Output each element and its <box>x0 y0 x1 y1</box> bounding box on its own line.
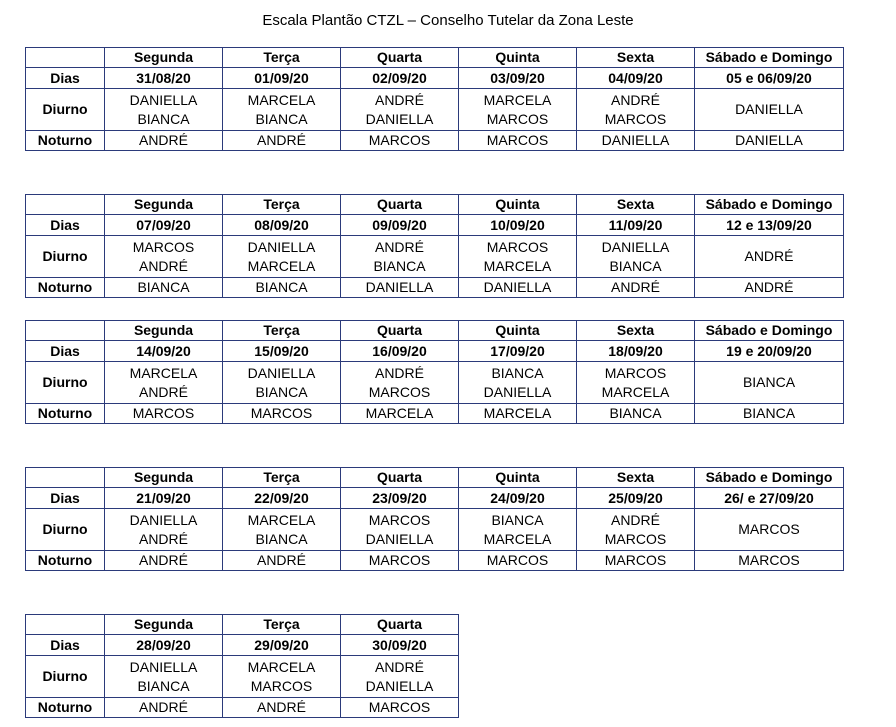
day-header-cell: Segunda <box>105 615 223 635</box>
staff-name: BIANCA <box>609 257 662 274</box>
noturno-cell: MARCOS <box>459 131 577 151</box>
staff-name: MARCELA <box>601 383 670 400</box>
staff-name: MARCOS <box>132 238 195 255</box>
date-cell: 12 e 13/09/20 <box>695 215 844 236</box>
diurno-cell <box>341 362 459 404</box>
day-header-cell: Quarta <box>341 195 459 215</box>
noturno-cell: ANDRÉ <box>223 698 341 718</box>
diurno-cell <box>223 362 341 404</box>
staff-name: MARCELA <box>247 511 316 528</box>
day-header-cell: Segunda <box>105 468 223 488</box>
date-cell: 21/09/20 <box>105 488 223 509</box>
noturno-row <box>26 404 844 424</box>
header-row <box>26 321 844 341</box>
staff-name: MARCOS <box>368 383 431 400</box>
diurno-cell <box>577 509 695 551</box>
noturno-cell: MARCOS <box>695 551 844 571</box>
staff-name: DANIELLA <box>247 238 316 255</box>
day-header-cell: Sábado e Domingo <box>695 468 844 488</box>
diurno-cell <box>341 236 459 278</box>
staff-name: MARCOS <box>604 364 667 381</box>
noturno-row <box>26 131 844 151</box>
staff-name: DANIELLA <box>365 677 434 694</box>
noturno-cell: BIANCA <box>105 278 223 298</box>
day-header-cell: Quinta <box>459 468 577 488</box>
staff-name: ANDRÉ <box>374 364 424 381</box>
date-cell: 16/09/20 <box>341 341 459 362</box>
diurno-cell <box>695 89 844 131</box>
header-corner-cell <box>26 195 105 215</box>
row-label-diurno: Diurno <box>26 509 105 551</box>
staff-name: ANDRÉ <box>374 658 424 675</box>
date-cell: 02/09/20 <box>341 68 459 89</box>
day-header-cell: Sábado e Domingo <box>695 321 844 341</box>
date-cell: 07/09/20 <box>105 215 223 236</box>
noturno-cell: BIANCA <box>695 404 844 424</box>
row-label-noturno: Noturno <box>26 698 105 718</box>
date-cell: 18/09/20 <box>577 341 695 362</box>
staff-name: BIANCA <box>137 677 190 694</box>
staff-name: MARCOS <box>250 677 313 694</box>
row-label-noturno: Noturno <box>26 278 105 298</box>
date-cell: 08/09/20 <box>223 215 341 236</box>
date-cell: 09/09/20 <box>341 215 459 236</box>
staff-name: DANIELLA <box>601 238 670 255</box>
schedule-table-week-4 <box>25 467 844 571</box>
staff-name: MARCELA <box>483 257 552 274</box>
noturno-cell: ANDRÉ <box>105 698 223 718</box>
row-label-diurno: Diurno <box>26 89 105 131</box>
noturno-cell: ANDRÉ <box>105 551 223 571</box>
diurno-cell <box>105 362 223 404</box>
noturno-cell: MARCOS <box>341 551 459 571</box>
date-cell: 04/09/20 <box>577 68 695 89</box>
day-header-cell: Quarta <box>341 468 459 488</box>
date-cell: 29/09/20 <box>223 635 341 656</box>
staff-name: ANDRÉ <box>138 257 188 274</box>
staff-name: BIANCA <box>137 110 190 127</box>
diurno-cell <box>577 89 695 131</box>
day-header-cell: Sexta <box>577 321 695 341</box>
day-header-cell: Terça <box>223 195 341 215</box>
diurno-cell <box>341 509 459 551</box>
diurno-row <box>26 509 844 551</box>
staff-name: MARCELA <box>247 91 316 108</box>
staff-name: BIANCA <box>255 530 308 547</box>
staff-name: BIANCA <box>491 364 544 381</box>
day-header-cell: Sexta <box>577 48 695 68</box>
dates-row <box>26 635 459 656</box>
noturno-cell: DANIELLA <box>459 278 577 298</box>
noturno-cell: MARCOS <box>459 551 577 571</box>
date-cell: 23/09/20 <box>341 488 459 509</box>
staff-name: ANDRÉ <box>610 91 660 108</box>
noturno-cell: MARCELA <box>341 404 459 424</box>
date-cell: 26/ e 27/09/20 <box>695 488 844 509</box>
row-label-dias: Dias <box>26 341 105 362</box>
staff-name: BIANCA <box>255 383 308 400</box>
date-cell: 31/08/20 <box>105 68 223 89</box>
day-header-cell: Quarta <box>341 321 459 341</box>
schedule-table-week-5 <box>25 614 459 718</box>
header-corner-cell <box>26 615 105 635</box>
staff-name: MARCELA <box>247 658 316 675</box>
header-corner-cell <box>26 468 105 488</box>
staff-name: ANDRÉ <box>138 530 188 547</box>
header-corner-cell <box>26 48 105 68</box>
diurno-cell <box>341 656 459 698</box>
noturno-cell: ANDRÉ <box>223 551 341 571</box>
date-cell: 10/09/20 <box>459 215 577 236</box>
staff-name: MARCELA <box>483 91 552 108</box>
day-header-cell: Segunda <box>105 48 223 68</box>
diurno-cell <box>223 509 341 551</box>
date-cell: 19 e 20/09/20 <box>695 341 844 362</box>
day-header-cell: Segunda <box>105 195 223 215</box>
date-cell: 14/09/20 <box>105 341 223 362</box>
date-cell: 22/09/20 <box>223 488 341 509</box>
diurno-cell <box>459 236 577 278</box>
diurno-row <box>26 236 844 278</box>
schedule-table-week-2 <box>25 194 844 298</box>
dates-row <box>26 341 844 362</box>
staff-name: MARCOS <box>604 530 667 547</box>
staff-name: ANDRÉ <box>138 383 188 400</box>
day-header-cell: Terça <box>223 321 341 341</box>
staff-name: MARCOS <box>604 110 667 127</box>
day-header-cell: Terça <box>223 48 341 68</box>
diurno-cell <box>105 236 223 278</box>
noturno-cell: DANIELLA <box>695 131 844 151</box>
diurno-cell <box>459 362 577 404</box>
staff-name: MARCOS <box>738 521 800 537</box>
row-label-noturno: Noturno <box>26 131 105 151</box>
header-row <box>26 615 459 635</box>
staff-name: DANIELLA <box>735 101 803 117</box>
noturno-cell: ANDRÉ <box>577 278 695 298</box>
noturno-row <box>26 551 844 571</box>
day-header-cell: Sexta <box>577 468 695 488</box>
dates-row <box>26 68 844 89</box>
diurno-cell <box>577 236 695 278</box>
staff-name: DANIELLA <box>365 530 434 547</box>
date-cell: 30/09/20 <box>341 635 459 656</box>
noturno-cell: DANIELLA <box>577 131 695 151</box>
noturno-cell: DANIELLA <box>341 278 459 298</box>
staff-name: MARCELA <box>129 364 198 381</box>
diurno-cell <box>577 362 695 404</box>
staff-name: MARCELA <box>247 257 316 274</box>
staff-name: DANIELLA <box>247 364 316 381</box>
staff-name: ANDRÉ <box>374 91 424 108</box>
diurno-cell <box>695 509 844 551</box>
document-title: Escala Plantão CTZL – Conselho Tutelar da Zona Leste <box>262 12 634 29</box>
date-cell: 28/09/20 <box>105 635 223 656</box>
day-header-cell: Terça <box>223 468 341 488</box>
diurno-cell <box>695 362 844 404</box>
noturno-cell: MARCELA <box>459 404 577 424</box>
row-label-dias: Dias <box>26 635 105 656</box>
staff-name: DANIELLA <box>129 511 198 528</box>
staff-name: MARCOS <box>486 238 549 255</box>
row-label-diurno: Diurno <box>26 236 105 278</box>
day-header-cell: Sábado e Domingo <box>695 48 844 68</box>
header-corner-cell <box>26 321 105 341</box>
diurno-cell <box>105 89 223 131</box>
day-header-cell: Segunda <box>105 321 223 341</box>
diurno-row <box>26 656 459 698</box>
date-cell: 01/09/20 <box>223 68 341 89</box>
diurno-row <box>26 362 844 404</box>
row-label-dias: Dias <box>26 68 105 89</box>
date-cell: 25/09/20 <box>577 488 695 509</box>
day-header-cell: Sábado e Domingo <box>695 195 844 215</box>
staff-name: DANIELLA <box>365 110 434 127</box>
diurno-cell <box>459 509 577 551</box>
staff-name: ANDRÉ <box>374 238 424 255</box>
staff-name: ANDRÉ <box>610 511 660 528</box>
diurno-row <box>26 89 844 131</box>
diurno-cell <box>223 656 341 698</box>
day-header-cell: Quinta <box>459 48 577 68</box>
diurno-cell <box>695 236 844 278</box>
staff-name: MARCELA <box>483 530 552 547</box>
staff-name: DANIELLA <box>129 658 198 675</box>
staff-name: BIANCA <box>255 110 308 127</box>
row-label-noturno: Noturno <box>26 404 105 424</box>
header-row <box>26 195 844 215</box>
staff-name: BIANCA <box>742 374 796 390</box>
date-cell: 05 e 06/09/20 <box>695 68 844 89</box>
day-header-cell: Sexta <box>577 195 695 215</box>
staff-name: MARCOS <box>486 110 549 127</box>
day-header-cell: Quarta <box>341 48 459 68</box>
noturno-cell: MARCOS <box>341 698 459 718</box>
schedule-table-week-3 <box>25 320 844 424</box>
noturno-cell: BIANCA <box>577 404 695 424</box>
row-label-dias: Dias <box>26 215 105 236</box>
noturno-cell: ANDRÉ <box>223 131 341 151</box>
day-header-cell: Terça <box>223 615 341 635</box>
date-cell: 24/09/20 <box>459 488 577 509</box>
date-cell: 03/09/20 <box>459 68 577 89</box>
staff-name: DANIELLA <box>483 383 552 400</box>
diurno-cell <box>105 509 223 551</box>
noturno-cell: ANDRÉ <box>695 278 844 298</box>
staff-name: BIANCA <box>373 257 426 274</box>
schedule-table-week-1 <box>25 47 844 151</box>
diurno-cell <box>341 89 459 131</box>
diurno-cell <box>105 656 223 698</box>
noturno-row <box>26 278 844 298</box>
noturno-cell: MARCOS <box>105 404 223 424</box>
day-header-cell: Quarta <box>341 615 459 635</box>
row-label-diurno: Diurno <box>26 362 105 404</box>
noturno-cell: MARCOS <box>577 551 695 571</box>
header-row <box>26 468 844 488</box>
diurno-cell <box>223 236 341 278</box>
noturno-cell: MARCOS <box>223 404 341 424</box>
noturno-cell: ANDRÉ <box>105 131 223 151</box>
noturno-cell: MARCOS <box>341 131 459 151</box>
row-label-noturno: Noturno <box>26 551 105 571</box>
diurno-cell <box>223 89 341 131</box>
noturno-row <box>26 698 459 718</box>
date-cell: 11/09/20 <box>577 215 695 236</box>
date-cell: 17/09/20 <box>459 341 577 362</box>
noturno-cell: BIANCA <box>223 278 341 298</box>
diurno-cell <box>459 89 577 131</box>
staff-name: BIANCA <box>491 511 544 528</box>
staff-name: ANDRÉ <box>744 248 794 264</box>
date-cell: 15/09/20 <box>223 341 341 362</box>
row-label-dias: Dias <box>26 488 105 509</box>
day-header-cell: Quinta <box>459 195 577 215</box>
row-label-diurno: Diurno <box>26 656 105 698</box>
staff-name: DANIELLA <box>129 91 198 108</box>
dates-row <box>26 488 844 509</box>
header-row <box>26 48 844 68</box>
staff-name: MARCOS <box>368 511 431 528</box>
dates-row <box>26 215 844 236</box>
day-header-cell: Quinta <box>459 321 577 341</box>
